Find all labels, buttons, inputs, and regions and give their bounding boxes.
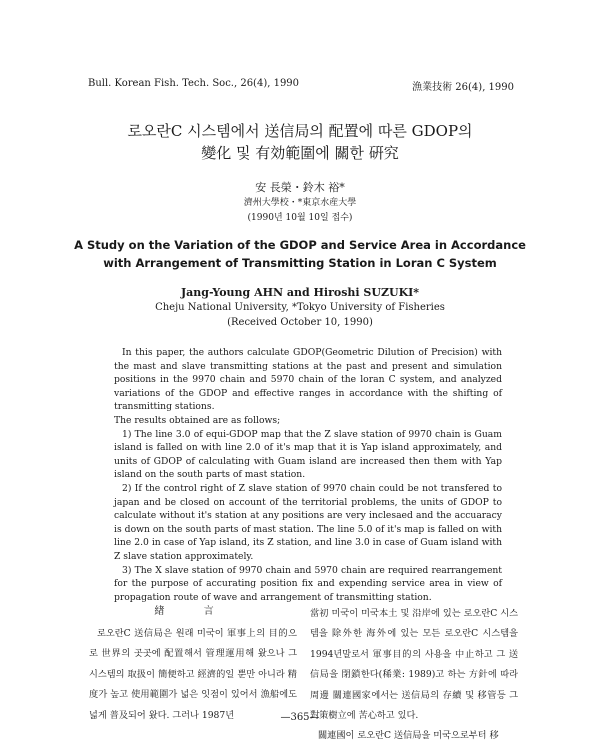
- body-right-column: [310, 604, 518, 747]
- korean-title-line2: 變化 및 有効範圍에 關한 硏究: [201, 144, 399, 162]
- body-right-paragraph-2: 關連國이 로오란C 送信局을 미국으로부터 移: [318, 730, 499, 742]
- journal-citation: Bull. Korean Fish. Tech. Soc., 26(4), 1990: [88, 78, 300, 89]
- body-left-paragraph: 로오란C 送信局은 원래 미국이 軍事上의 目的으로 世界의 곳곳에 配置해서 管理運用해 왔으나 그 시스템의 取扱이 簡便하고 經濟的일 뿐만 아니라 精度가 높고 使用範圍가 넓은 잇점이 있어서 漁船에도 넓게 普及되어 왔다. 그러나 1987년: [89, 628, 297, 721]
- journal-citation-korean: 漁業技術 26(4), 1990: [412, 82, 514, 93]
- korean-authors: 安 長榮・鈴木 裕*: [255, 181, 345, 194]
- english-title: [0, 236, 600, 272]
- page-number: —365—: [280, 712, 320, 723]
- korean-title-line1: 로오란C 시스템에서 送信局의 配置에 따른 GDOP의: [127, 122, 473, 140]
- abstract: [114, 346, 502, 604]
- english-received-date: (Received October 10, 1990): [227, 317, 373, 328]
- english-affiliation: Cheju National University, *Tokyo University of Fisheries: [155, 302, 445, 313]
- abstract-intro: In this paper, the authors calculate GDOP(Geometric Dilution of Precision) with the mast and slave transmitting stations at the past and present and simulation positions in the 9970 chain and 5970 chain of the loran C system, and analyzed variations of the GDOP and effective ranges in accordance with the shifting of transmitting stations.: [114, 347, 502, 413]
- abstract-result-3: 3) The X slave station of 9970 chain and 5970 chain are required rearrangement for the purpose of accurating position fix and expending service area in view of propagation route of wave and arrangement of transmitting station.: [114, 564, 502, 603]
- english-title-line1: A Study on the Variation of the GDOP and Service Area in Accordance: [74, 238, 526, 252]
- body-left-column: [89, 604, 297, 726]
- body-right-paragraph-1: 當初 미국이 미국本土 및 沿岸에 있는 로오란C 시스템을 除外한 海外에 있는 모든 로오란C 시스템을 1994년말로서 軍事目的의 사용을 中止하고 그 送信局을 閉鎖한다(稀業: 1989)고 하는 方針에 따라 周邊 關連國家에서는 送信局의 存續 및 移管등 그 對策樹立에 苦心하고 있다.: [310, 608, 518, 722]
- korean-affiliation: 濟州大學校・*東京水産大學: [243, 198, 357, 208]
- abstract-results-lead: The results obtained are as follows;: [114, 414, 281, 426]
- section-heading-introduction: 緖 言: [154, 606, 232, 617]
- english-title-line2: with Arrangement of Transmitting Station in Loran C System: [103, 256, 497, 270]
- english-authors: Jang-Young AHN and Hiroshi SUZUKI*: [180, 286, 420, 299]
- abstract-result-2: 2) If the control right of Z slave station of 9970 chain could be not transfered to japan and be closed on account of the territorial problems, the units of GDOP to calculate without it's station at any positions are very inclesaed and the accuaracy is down on the south parts of mast station. The line 5.0 of it's map is falled on with line 2.0 in case of Yap island, its Z station, and line 3.0 in case of Guam island with Z slave station approximately.: [114, 482, 502, 562]
- korean-received-date: (1990년 10월 10일 접수): [247, 213, 353, 223]
- abstract-result-1: 1) The line 3.0 of equi-GDOP map that the Z slave station of 9970 chain is Guam island is falled on with line 2.0 of it's map that it is Yap island approximately, and units of GDOP of calculating with Guam island are increased then them with Yap island on the south parts of mast station.: [114, 428, 502, 481]
